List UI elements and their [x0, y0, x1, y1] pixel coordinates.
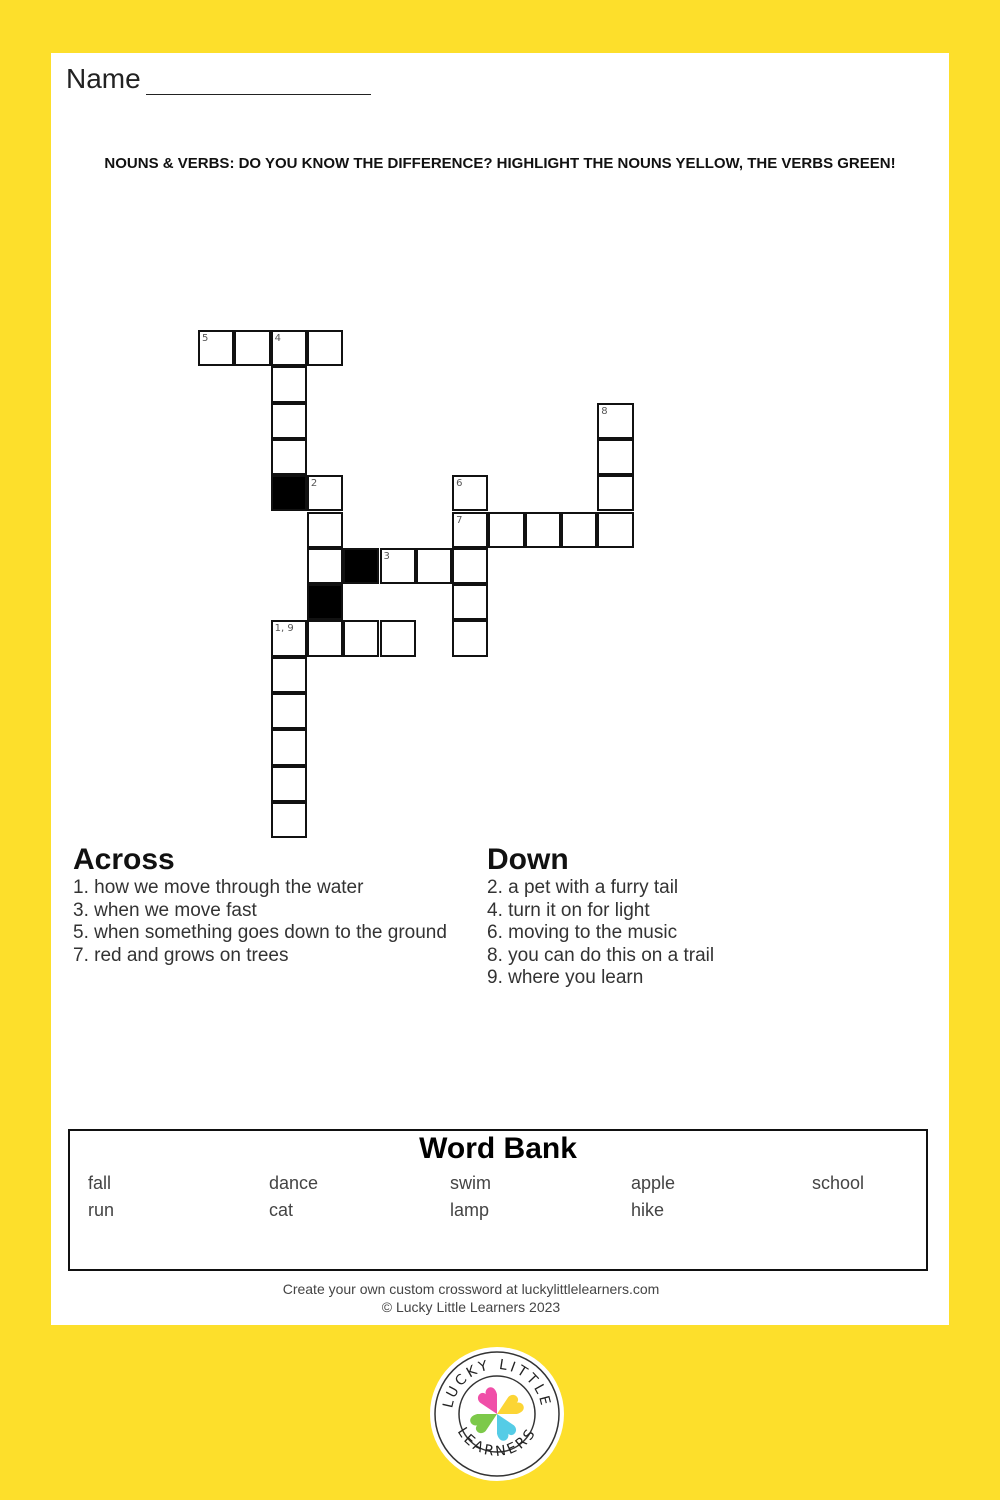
crossword-cell[interactable]	[597, 403, 633, 439]
crossword-cell[interactable]	[380, 548, 416, 584]
crossword-cell[interactable]	[307, 475, 343, 511]
crossword-cell[interactable]	[488, 512, 524, 548]
svg-text:LUCKY LITTLE: LUCKY LITTLE	[440, 1356, 554, 1410]
crossword-cell[interactable]	[271, 403, 307, 439]
clue-number: 6	[456, 478, 463, 490]
crossword-cell[interactable]	[271, 330, 307, 366]
worksheet	[51, 53, 949, 1325]
word: apple	[631, 1173, 676, 1193]
word: dance	[269, 1173, 319, 1193]
black-cell	[271, 475, 307, 511]
across-title: Across	[73, 843, 175, 876]
word: school	[812, 1173, 865, 1193]
black-cell	[343, 548, 379, 584]
crossword-cell[interactable]	[234, 330, 270, 366]
crossword-cell[interactable]	[271, 366, 307, 402]
clue-number: 2	[310, 478, 318, 490]
crossword-cell[interactable]	[416, 548, 452, 584]
word: fall	[88, 1173, 112, 1193]
clue: 4. turn it on for light	[487, 899, 650, 921]
clue-number: 3	[383, 550, 390, 562]
clue: 6. moving to the music	[487, 922, 678, 943]
crossword-cell[interactable]	[380, 620, 416, 656]
crossword-cell[interactable]	[597, 512, 633, 548]
word: lamp	[450, 1200, 490, 1220]
clue: 8. you can do this on a trail	[487, 944, 715, 966]
crossword-cell[interactable]	[452, 475, 488, 511]
name-line[interactable]	[146, 94, 371, 95]
crossword-cell[interactable]	[452, 620, 488, 656]
crossword-cell[interactable]	[452, 584, 488, 620]
crossword-cell[interactable]	[525, 512, 561, 548]
word: swim	[450, 1173, 491, 1193]
crossword-cell[interactable]	[271, 802, 307, 838]
crossword-cell[interactable]	[271, 657, 307, 693]
word: run	[88, 1200, 115, 1220]
clue: 9. where you learn	[487, 967, 644, 988]
crossword-cell[interactable]	[307, 330, 343, 366]
copyright: © Lucky Little Learners 2023	[381, 1299, 561, 1315]
crossword-cell[interactable]	[271, 620, 307, 656]
clue: 1. how we move through the water	[73, 877, 364, 898]
clue-number: 8	[601, 405, 608, 417]
crossword-cell[interactable]	[452, 512, 488, 548]
crossword-cell[interactable]	[597, 475, 633, 511]
crossword-cell[interactable]	[271, 729, 307, 765]
word-bank	[68, 1129, 928, 1271]
instructions: NOUNS & VERBS: DO YOU KNOW THE DIFFERENCE? HIGHLIGHT THE NOUNS YELLOW, THE VERBS GREEN!	[104, 155, 896, 172]
clue: 7. red and grows on trees	[73, 944, 289, 966]
crossword-cell[interactable]	[271, 766, 307, 802]
crossword-cell[interactable]	[452, 548, 488, 584]
down-clues	[487, 843, 714, 990]
crossword-cell[interactable]	[307, 548, 343, 584]
clue: 3. when we move fast	[73, 899, 257, 921]
crossword-cell[interactable]	[561, 512, 597, 548]
clue-number: 5	[202, 333, 209, 344]
clue-number: 4	[274, 333, 281, 344]
crossword-cell[interactable]	[271, 439, 307, 475]
clue-number: 1, 9	[274, 623, 294, 635]
lucky-little-learners-logo	[430, 1347, 564, 1481]
crossword-cell[interactable]	[597, 439, 633, 475]
crossword-cell[interactable]	[198, 330, 234, 366]
clue: 2. a pet with a furry tail	[487, 877, 679, 898]
crossword-cell[interactable]	[343, 620, 379, 656]
clue-number: 7	[456, 514, 463, 526]
word: hike	[631, 1200, 665, 1220]
crossword-cell[interactable]	[307, 512, 343, 548]
across-clues	[73, 843, 447, 967]
footer-link-text: Create your own custom crossword at luckylittlelearners.com	[282, 1281, 660, 1297]
name-label: Name	[66, 63, 141, 94]
svg-text:LEARNERS: LEARNERS	[453, 1424, 541, 1461]
crossword-cell[interactable]	[271, 693, 307, 729]
word: cat	[269, 1200, 294, 1220]
down-title: Down	[487, 843, 569, 876]
clue: 5. when something goes down to the ground	[73, 922, 447, 943]
crossword-cell[interactable]	[307, 620, 343, 656]
black-cell	[307, 584, 343, 620]
word-bank-title: Word Bank	[419, 1132, 577, 1165]
